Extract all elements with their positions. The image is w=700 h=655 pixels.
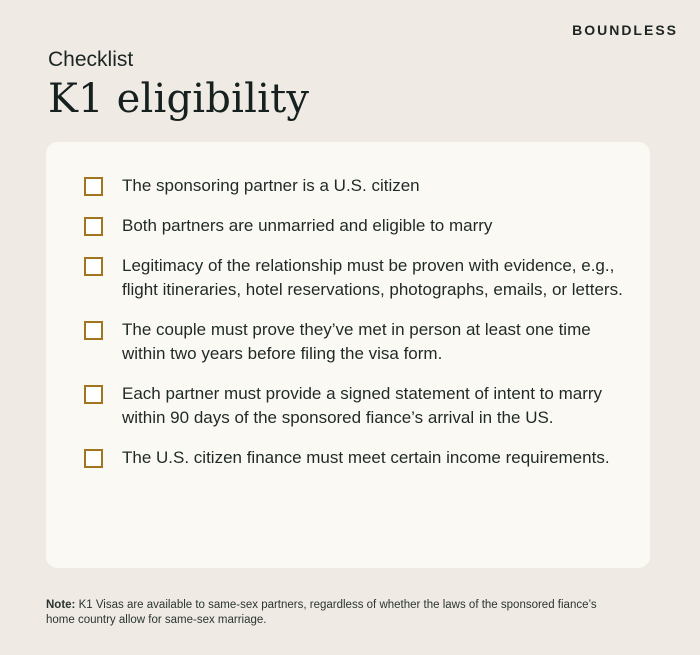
checkbox[interactable]	[84, 257, 103, 276]
checkbox[interactable]	[84, 217, 103, 236]
checklist-card	[46, 142, 650, 568]
checkbox[interactable]	[84, 449, 103, 468]
checklist-item	[84, 382, 624, 430]
footnote-text: K1 Visas are available to same-sex partners, regardless of whether the laws of the sponsored fiance’s home country allow for same-sex marriage.	[46, 599, 597, 626]
checklist-item	[84, 214, 624, 238]
page-eyebrow: Checklist	[48, 48, 134, 71]
checkbox[interactable]	[84, 385, 103, 404]
checklist-item-label: Legitimacy of the relationship must be proven with evidence, e.g., flight itineraries, hotel reservations, photographs, emails, or letters.	[122, 256, 623, 299]
checklist	[84, 174, 624, 486]
checkbox[interactable]	[84, 177, 103, 196]
checklist-item	[84, 174, 624, 198]
checklist-item-label: The sponsoring partner is a U.S. citizen	[122, 176, 420, 195]
footnote	[46, 598, 606, 628]
page-title: K1 eligibility	[48, 76, 310, 122]
checklist-item-label: Both partners are unmarried and eligible to marry	[122, 216, 493, 235]
checklist-item	[84, 254, 624, 302]
brand-logo: BOUNDLESS	[572, 22, 678, 38]
checkbox[interactable]	[84, 321, 103, 340]
checklist-item-label: The U.S. citizen finance must meet certain income requirements.	[122, 448, 610, 467]
checklist-item	[84, 446, 624, 470]
checklist-item-label: Each partner must provide a signed statement of intent to marry within 90 days of the sponsored fiance’s arrival in the US.	[122, 384, 603, 427]
footnote-label: Note:	[46, 599, 76, 611]
checklist-item-label: The couple must prove they’ve met in person at least one time within two years before filing the visa form.	[122, 320, 591, 363]
checklist-item	[84, 318, 624, 366]
